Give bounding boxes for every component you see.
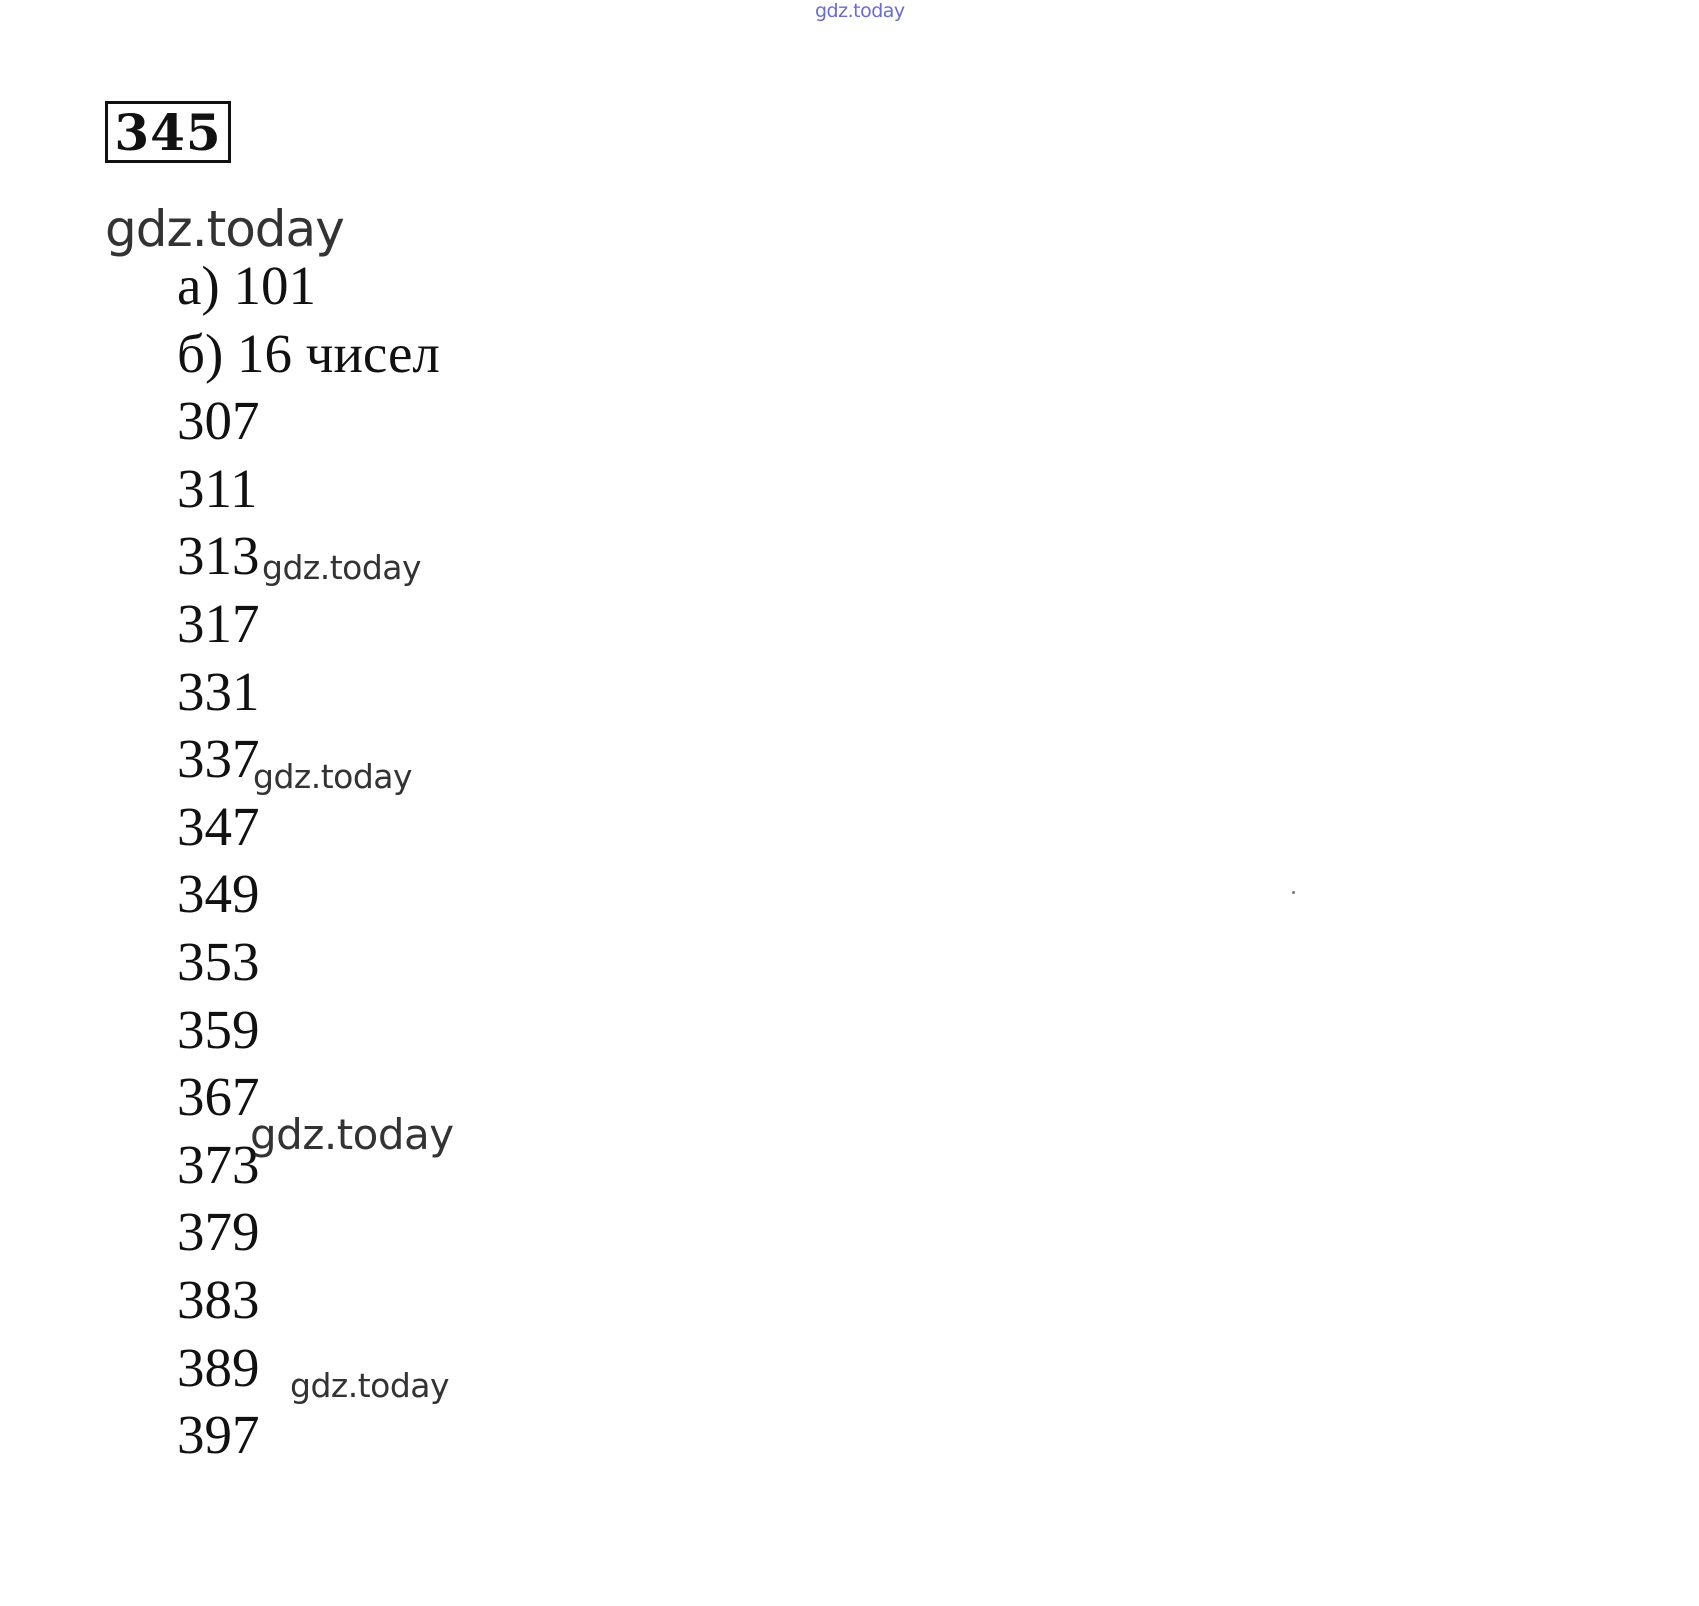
scan-speck <box>1292 891 1295 894</box>
problem-number-box: 345 <box>105 101 231 163</box>
site-watermark: gdz.today <box>105 200 344 258</box>
prime-number: 317 <box>177 592 260 654</box>
watermark-overlay: gdz.today <box>290 1366 450 1405</box>
prime-number: 373 <box>177 1133 260 1195</box>
top-watermark: gdz.today <box>815 0 905 22</box>
watermark-overlay: gdz.today <box>253 757 413 796</box>
answer-list <box>177 252 440 1469</box>
prime-number: 353 <box>177 930 260 992</box>
prime-number: 349 <box>177 863 260 925</box>
prime-number: 307 <box>177 390 260 452</box>
prime-number: 389 <box>177 1336 260 1398</box>
prime-number: 397 <box>177 1404 260 1466</box>
answer-a: а) 101 <box>177 255 316 316</box>
prime-number: 347 <box>177 795 260 857</box>
prime-number: 379 <box>177 1201 260 1263</box>
prime-number: 383 <box>177 1268 260 1330</box>
prime-number: 359 <box>177 998 260 1060</box>
prime-number: 337 <box>177 728 260 790</box>
prime-number: 313 <box>177 525 260 587</box>
watermark-overlay: gdz.today <box>250 1110 454 1159</box>
prime-number: 367 <box>177 1066 260 1128</box>
prime-number: 311 <box>177 457 258 519</box>
prime-number: 331 <box>177 660 260 722</box>
answer-b: б) 16 чисел <box>177 322 440 384</box>
watermark-overlay: gdz.today <box>262 548 422 587</box>
